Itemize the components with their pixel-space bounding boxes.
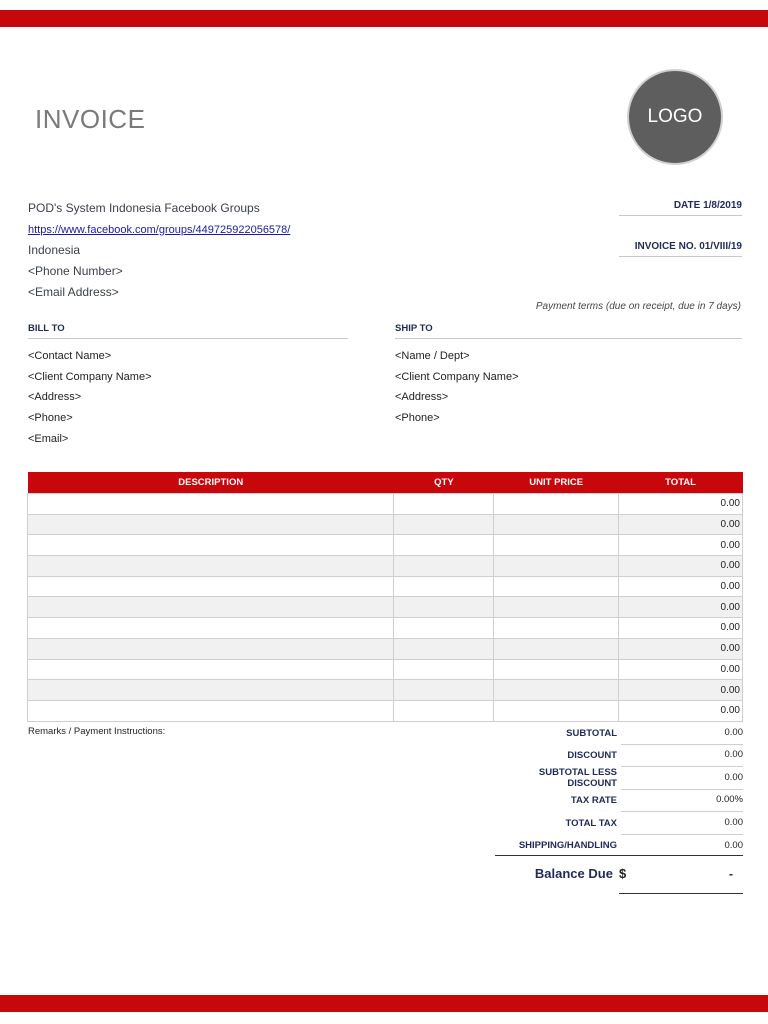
summary-label: TAX RATE (570, 795, 617, 807)
cell-description[interactable] (28, 659, 394, 680)
cell-total[interactable]: 0.00 (619, 659, 743, 680)
ship-to-line: <Address> (395, 391, 449, 404)
invoice-date: DATE 1/8/2019 (619, 200, 742, 216)
summary-value[interactable]: 0.00 (621, 744, 743, 767)
cell-total[interactable]: 0.00 (619, 494, 743, 515)
cell-total[interactable]: 0.00 (619, 597, 743, 618)
table-row (28, 576, 743, 597)
table-row (28, 556, 743, 577)
table-row (28, 680, 743, 701)
cell-unit-price[interactable] (494, 514, 619, 535)
balance-underline (619, 893, 743, 894)
bill-to-address (28, 346, 152, 450)
cell-description[interactable] (28, 494, 394, 515)
cell-qty[interactable] (394, 700, 494, 721)
top-accent-bar (0, 10, 768, 27)
invoice-number: INVOICE NO. 01/VIII/19 (619, 241, 742, 257)
company-name: POD's System Indonesia Facebook Groups (28, 201, 260, 215)
cell-total[interactable]: 0.00 (619, 556, 743, 577)
col-unit-price: UNIT PRICE (494, 472, 619, 494)
summary-row (495, 835, 743, 858)
cell-total[interactable]: 0.00 (619, 514, 743, 535)
cell-unit-price[interactable] (494, 680, 619, 701)
cell-qty[interactable] (394, 680, 494, 701)
cell-total[interactable]: 0.00 (619, 700, 743, 721)
cell-qty[interactable] (394, 618, 494, 639)
company-phone: <Phone Number> (28, 264, 123, 279)
cell-qty[interactable] (394, 659, 494, 680)
cell-unit-price[interactable] (494, 638, 619, 659)
cell-description[interactable] (28, 535, 394, 556)
cell-description[interactable] (28, 638, 394, 659)
company-email: <Email Address> (28, 284, 119, 299)
cell-total[interactable]: 0.00 (619, 618, 743, 639)
summary-value[interactable]: 0.00 (621, 812, 743, 835)
table-row (28, 494, 743, 515)
cell-description[interactable] (28, 576, 394, 597)
cell-unit-price[interactable] (494, 556, 619, 577)
line-items-table (27, 472, 743, 722)
balance-currency: $ (618, 866, 627, 881)
logo-placeholder: LOGO (627, 69, 723, 165)
summary-label: TOTAL TAX (565, 817, 617, 829)
col-total: TOTAL (619, 472, 743, 494)
summary-row (495, 745, 743, 768)
ship-to-address (395, 346, 519, 429)
cell-description[interactable] (28, 556, 394, 577)
balance-due-row (495, 866, 743, 881)
ship-to-line: <Client Company Name> (395, 370, 519, 383)
bill-to-line: <Email> (28, 432, 69, 445)
ship-to-heading: SHIP TO (395, 323, 742, 339)
bill-to-line: <Address> (28, 391, 82, 404)
cell-unit-price[interactable] (494, 597, 619, 618)
summary-value[interactable]: 0.00 (724, 839, 743, 851)
summary-divider (495, 855, 743, 856)
company-url-link[interactable]: https://www.facebook.com/groups/449725922056578/ (28, 223, 291, 236)
cell-qty[interactable] (394, 514, 494, 535)
col-description: DESCRIPTION (28, 472, 394, 494)
cell-description[interactable] (28, 618, 394, 639)
table-row (28, 597, 743, 618)
cell-total[interactable]: 0.00 (619, 576, 743, 597)
table-row (28, 535, 743, 556)
cell-unit-price[interactable] (494, 659, 619, 680)
bill-to-line: <Client Company Name> (28, 370, 152, 383)
cell-qty[interactable] (394, 556, 494, 577)
cell-unit-price[interactable] (494, 700, 619, 721)
summary-label: SUBTOTAL (566, 727, 617, 739)
cell-unit-price[interactable] (494, 576, 619, 597)
summary-label: SUBTOTAL LESS DISCOUNT (538, 767, 617, 790)
cell-qty[interactable] (394, 638, 494, 659)
cell-qty[interactable] (394, 576, 494, 597)
cell-unit-price[interactable] (494, 494, 619, 515)
table-row (28, 514, 743, 535)
table-row (28, 638, 743, 659)
cell-description[interactable] (28, 514, 394, 535)
table-row (28, 659, 743, 680)
summary-row (495, 767, 743, 790)
summary-value[interactable]: 0.00% (621, 789, 743, 812)
company-info (28, 198, 290, 303)
summary-label: SHIPPING/HANDLING (518, 840, 617, 852)
balance-due-value: - (729, 866, 733, 881)
balance-due-label: Balance Due (534, 866, 613, 881)
cell-total[interactable]: 0.00 (619, 535, 743, 556)
cell-description[interactable] (28, 680, 394, 701)
summary-row (495, 790, 743, 813)
cell-total[interactable]: 0.00 (619, 680, 743, 701)
bill-to-line: <Phone> (28, 412, 73, 425)
company-country: Indonesia (28, 243, 81, 258)
cell-total[interactable]: 0.00 (619, 638, 743, 659)
cell-description[interactable] (28, 700, 394, 721)
cell-qty[interactable] (394, 494, 494, 515)
payment-terms: Payment terms (due on receipt, due in 7 days) (535, 301, 741, 312)
remarks-label: Remarks / Payment Instructions: (28, 726, 166, 737)
summary-row (495, 812, 743, 835)
cell-qty[interactable] (394, 597, 494, 618)
bill-to-line: <Contact Name> (28, 350, 112, 362)
bill-to-heading: BILL TO (28, 323, 348, 339)
summary-row (495, 722, 743, 745)
ship-to-line: <Name / Dept> (395, 350, 470, 362)
table-row (28, 618, 743, 639)
cell-description[interactable] (28, 597, 394, 618)
cell-qty[interactable] (394, 535, 494, 556)
summary-label: DISCOUNT (567, 750, 617, 762)
table-row (28, 700, 743, 721)
summary-value[interactable]: 0.00 (621, 767, 743, 790)
invoice-title: INVOICE (35, 104, 146, 134)
col-qty: QTY (394, 472, 494, 494)
summary-value[interactable]: 0.00 (621, 722, 743, 745)
ship-to-line: <Phone> (395, 412, 440, 425)
cell-unit-price[interactable] (494, 535, 619, 556)
summary-block (495, 722, 743, 857)
bottom-accent-bar (0, 995, 768, 1012)
cell-unit-price[interactable] (494, 618, 619, 639)
